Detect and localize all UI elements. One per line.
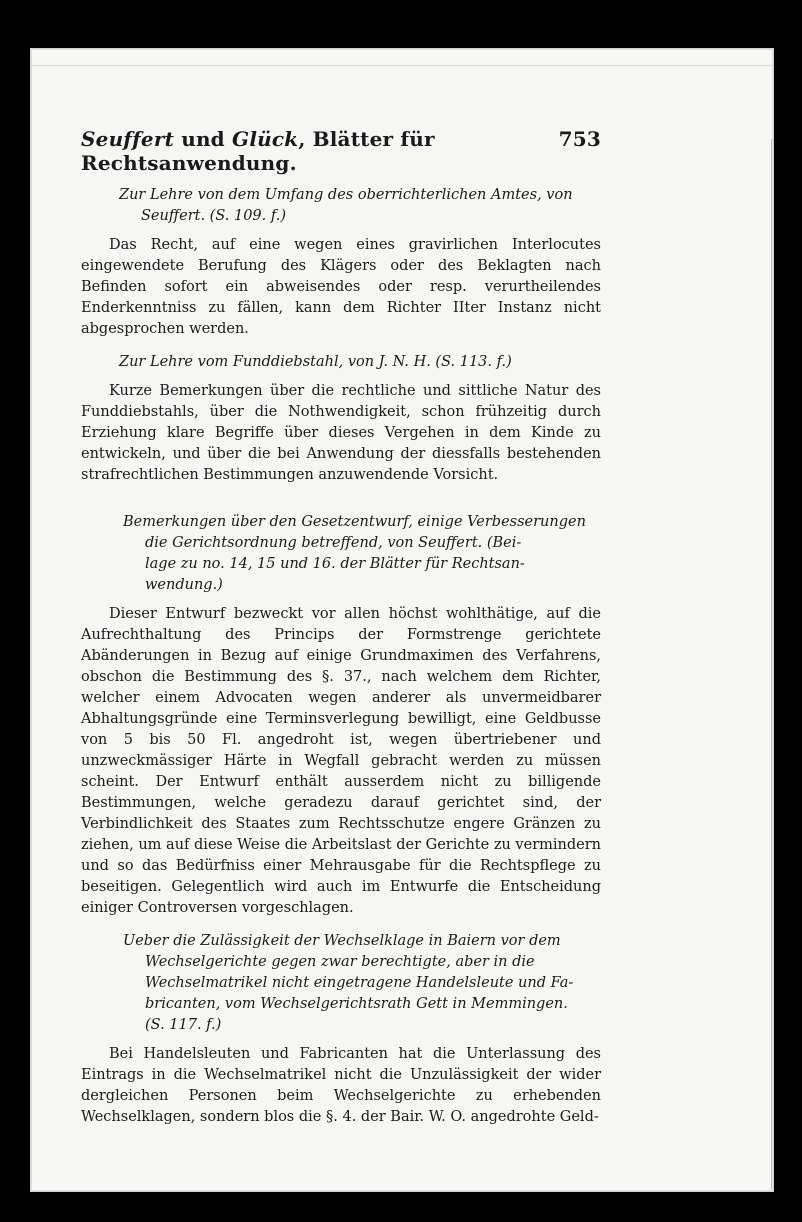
running-head xyxy=(81,127,601,175)
author-glueck: Glück xyxy=(232,127,299,151)
entry-body-2: Kurze Bemerkungen über die rechtliche und sittliche Natur des Funddiebstahls, über die Nothwendigkeit, schon frühzeitig durch Erziehung klare Begriffe über dieses Vergehen in dem Kinde zu entwickeln, und über die bei Anwendung der diessfalls bestehenden strafrechtlichen Bestimmungen anzuwendende Vorsicht. xyxy=(81,383,601,483)
entry-title-line: Ueber die Zulässigkeit der Wechselklage in Baiern vor dem xyxy=(123,933,561,949)
entry-title-2 xyxy=(119,352,601,373)
entry-title-line: die Gerichtsordnung betreffend, von Seuffert. (Bei- xyxy=(145,535,522,551)
entry-title-line: Seuffert. (S. 109. f.) xyxy=(141,208,286,224)
entry-title-line: Bemerkungen über den Gesetzentwurf, einige Verbesserungen xyxy=(123,514,586,530)
entry-title-3 xyxy=(123,512,601,596)
page-edge xyxy=(771,139,772,1189)
entry-title-line: (S. 117. f.) xyxy=(145,1017,222,1033)
entry-title-line: wendung.) xyxy=(145,577,223,593)
page-content xyxy=(81,127,601,1140)
page-number: 753 xyxy=(558,127,601,151)
entry-body-1: Das Recht, auf eine wegen eines gravirlichen Interlocutes eingewendete Berufung des Klägers oder des Beklagten nach Befinden sofort ein abweisendes oder resp. verurtheilendes Enderkenntniss zu fällen, kann dem Richter IIter Instanz nicht abgesprochen werden. xyxy=(81,237,601,337)
entry-title-line: Zur Lehre vom Funddiebstahl, von J. N. H. (S. 113. f.) xyxy=(119,354,512,370)
entry-body-3: Dieser Entwurf bezweckt vor allen höchst wohlthätige, auf die Aufrechthaltung des Princips der Formstrenge gerichtete Abänderungen in Bezug auf einige Grundmaximen des Verfahrens, obschon die Bestimmung des §. 37., nach welchem dem Richter, welcher einem Advocaten wegen anderer als unvermeidbarer Abhaltungsgründe eine Terminsverlegung bewilligt, eine Geldbusse von 5 bis 50 Fl. angedroht ist, wegen übertriebener und unzweckmässiger Härte in Wegfall gebracht werden zu müssen scheint. Der Entwurf enthält ausserdem nicht zu billigende Bestimmungen, welche geradezu darauf gerichtet sind, der Verbindlichkeit des Staates zum Rechtsschutze engere Gränzen zu ziehen, um auf diese Weise die Arbeitslast der Gerichte zu vermindern und so das Bedürfniss einer Mehrausgabe für die Rechtspflege zu beseitigen. Gelegentlich wird auch im Entwurfe die Entscheidung einiger Controversen vorgeschlagen. xyxy=(81,606,601,916)
running-head-title xyxy=(81,127,559,175)
entry-title-line: lage zu no. 14, 15 und 16. der Blätter für Rechtsan- xyxy=(145,556,525,572)
entry-title-4 xyxy=(123,931,601,1036)
entry-title-line: bricanten, vom Wechselgerichtsrath Gett in Memmingen. xyxy=(145,996,568,1012)
entry-title-line: Wechselgerichte gegen zwar berechtigte, aber in die xyxy=(145,954,535,970)
spacer xyxy=(81,498,601,502)
word-und: und xyxy=(181,127,225,151)
entry-body-4: Bei Handelsleuten und Fabricanten hat die Unterlassung des Eintrags in die Wechselmatrikel nicht die Unzulässigkeit der wider dergleichen Personen beim Wechselgerichte zu erhebenden Wechselklagen, sondern blos die §. 4. der Bair. W. O. angedrohte Geld- xyxy=(81,1046,601,1125)
entry-title-line: Wechselmatrikel nicht eingetragene Handelsleute und Fa- xyxy=(145,975,574,991)
journal-name: , Blätter für Rechtsanwendung. xyxy=(81,127,435,175)
entry-title-line: Zur Lehre von dem Umfang des oberrichterlichen Amtes, von xyxy=(119,187,573,203)
scanned-page xyxy=(30,48,774,1192)
entry-title-1 xyxy=(119,185,601,227)
author-seuffert: Seuffert xyxy=(81,127,175,151)
